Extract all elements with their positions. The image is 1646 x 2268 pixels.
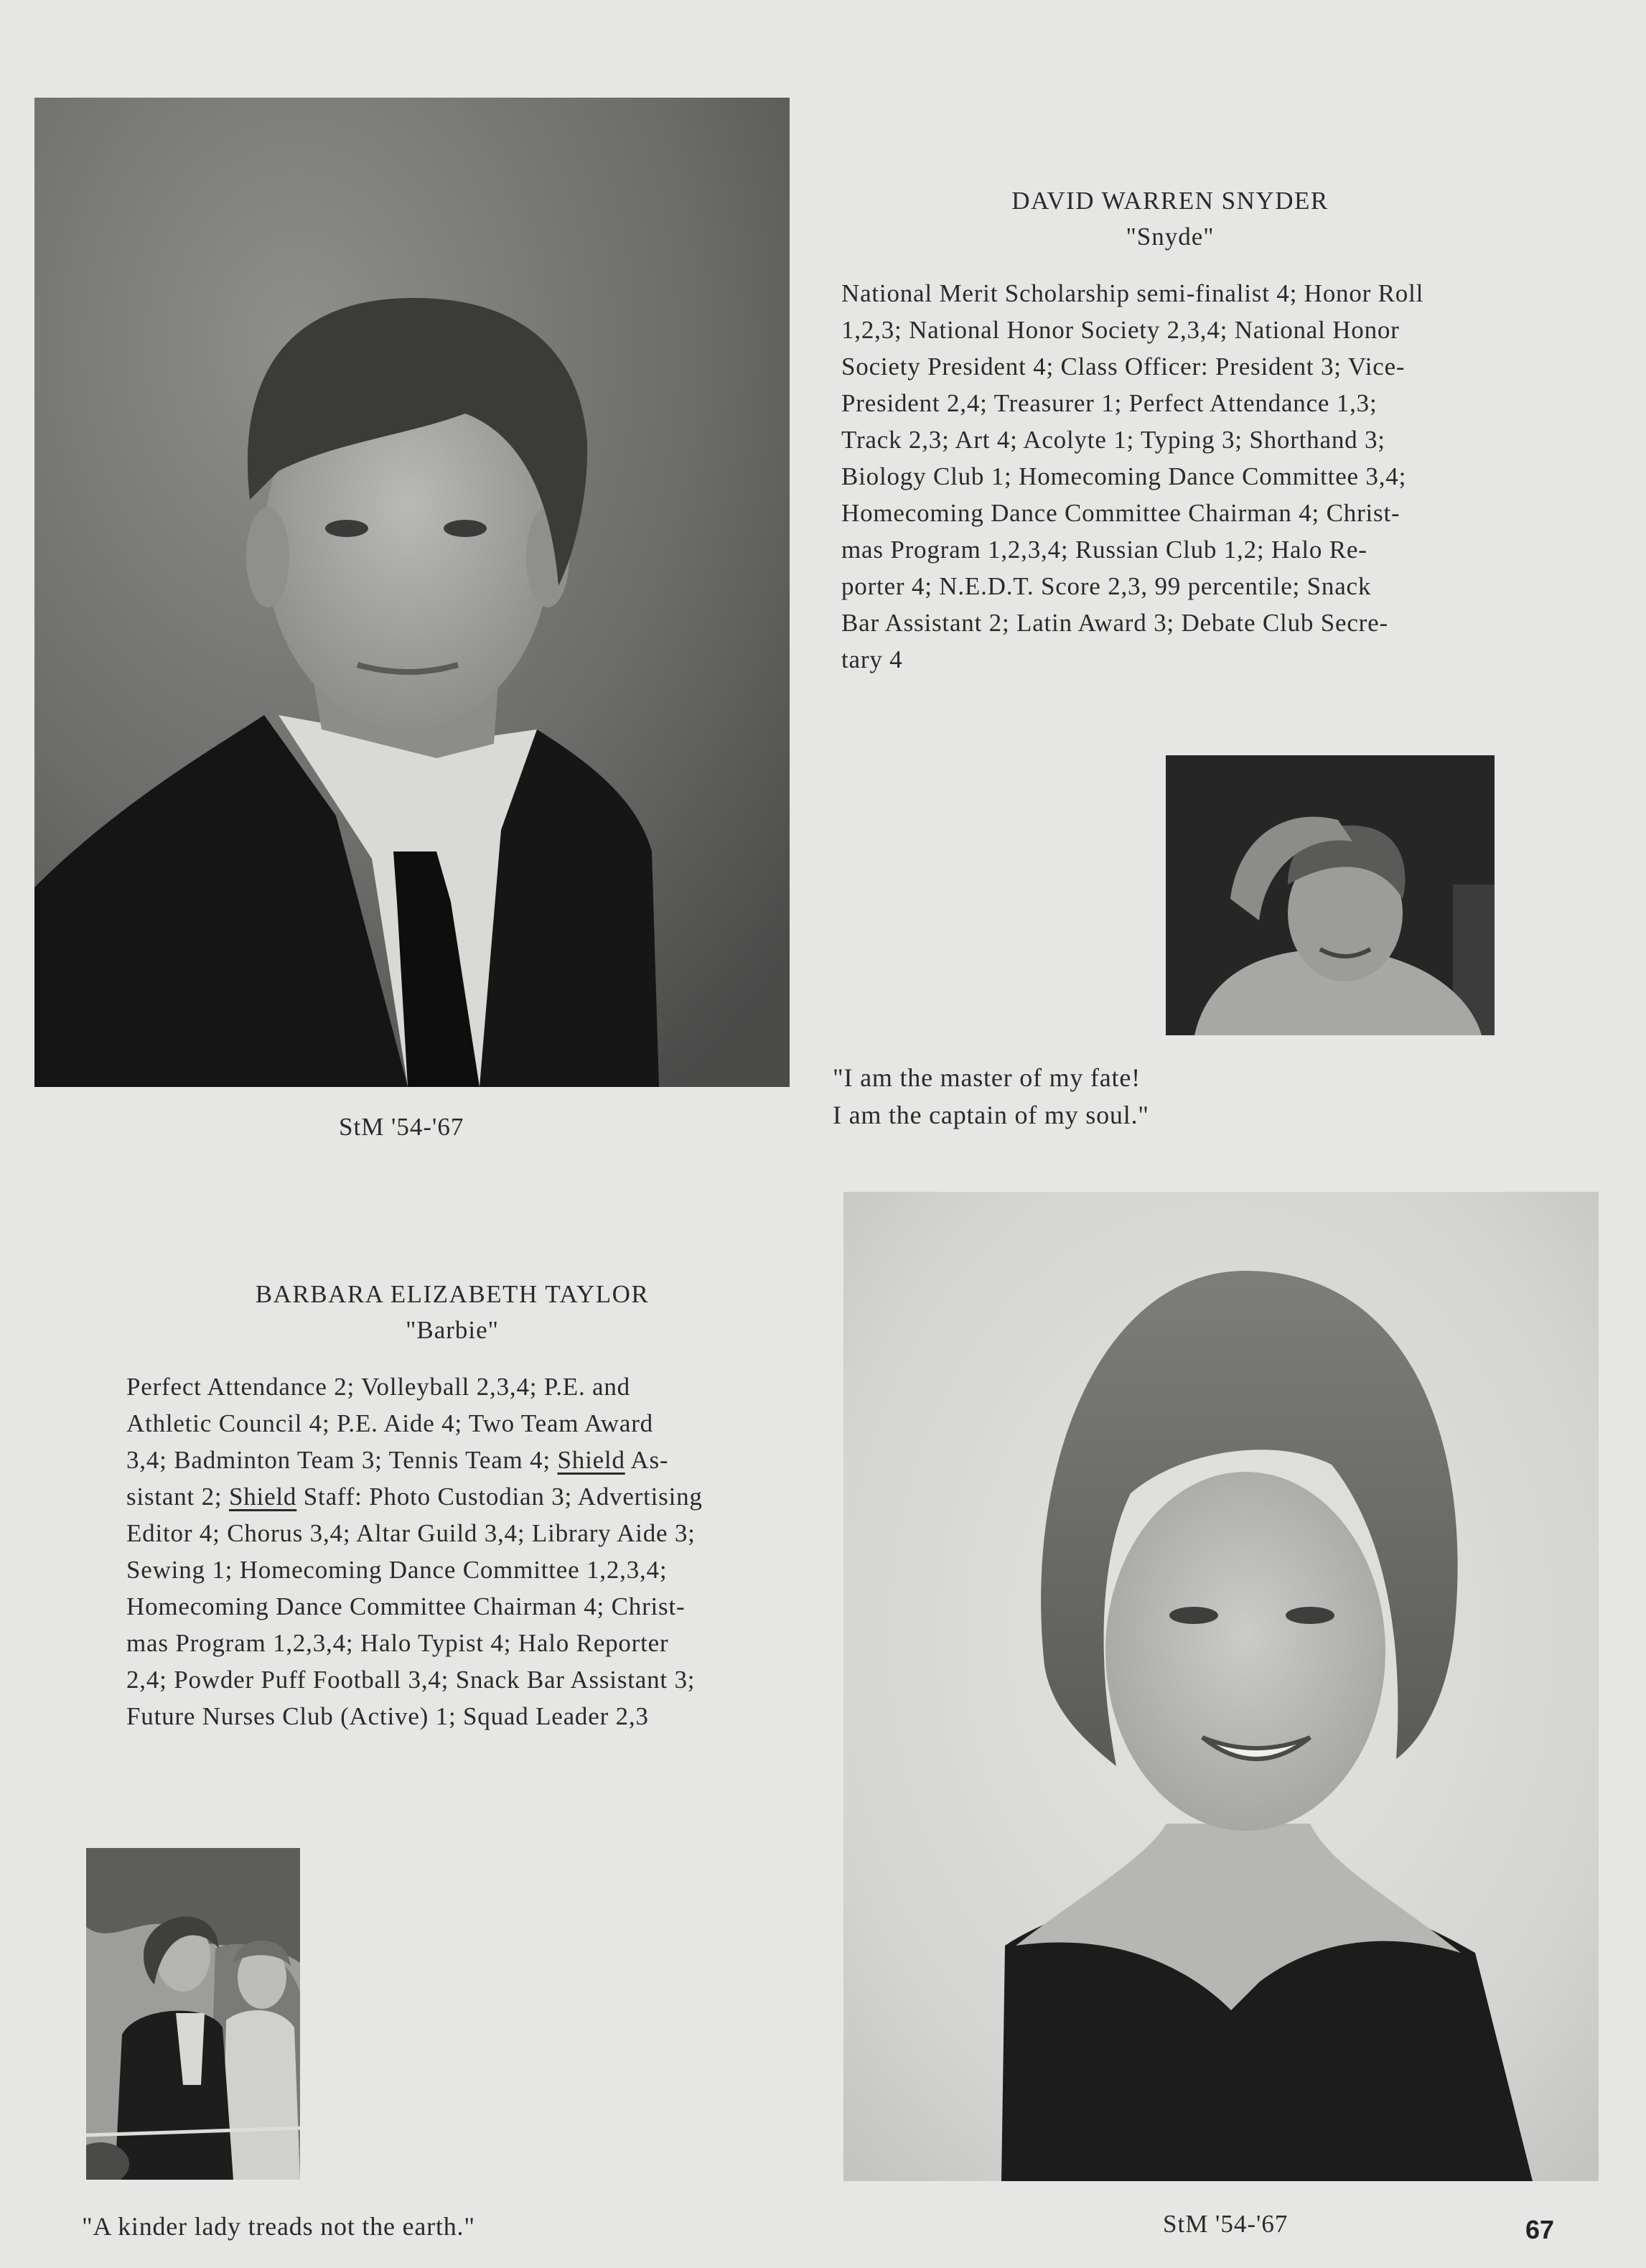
years-caption: StM '54-'67 (339, 1113, 464, 1141)
quote-line: "A kinder lady treads not the earth." (82, 2212, 475, 2241)
bio-line: Homecoming Dance Committee Chairman 4; Christ- (841, 499, 1400, 527)
bio-line: Bar Assistant 2; Latin Award 3; Debate Club Secre- (841, 609, 1388, 637)
senior-quote (833, 1059, 1149, 1134)
years-caption: StM '54-'67 (1163, 2210, 1289, 2238)
bio-line: Homecoming Dance Committee Chairman 4; Christ- (126, 1592, 686, 1620)
quote-line: "I am the master of my fate! (833, 1063, 1141, 1092)
student-name: DAVID WARREN SNYDER (1011, 187, 1329, 215)
student-activities (841, 275, 1530, 678)
page-number: 67 (1525, 2215, 1555, 2244)
bio-line: tary 4 (841, 645, 903, 673)
quote-line: I am the captain of my soul." (833, 1101, 1149, 1129)
senior-quote (82, 2208, 475, 2245)
student-nickname: "Snyde" (1126, 223, 1215, 251)
bio-line: mas Program 1,2,3,4; Russian Club 1,2; Halo Re- (841, 536, 1367, 564)
bio-line: mas Program 1,2,3,4; Halo Typist 4; Halo Reporter (126, 1629, 669, 1657)
candid-photo-taylor (86, 1848, 300, 2180)
bio-line: Perfect Attendance 2; Volleyball 2,3,4; P.E. and (126, 1373, 630, 1401)
bio-line: National Merit Scholarship semi-finalist 4; Honor Roll (841, 279, 1424, 307)
bio-line: Athletic Council 4; P.E. Aide 4; Two Team Award (126, 1409, 653, 1437)
bio-line: Biology Club 1; Homecoming Dance Committee 3,4; (841, 462, 1407, 490)
bio-line: porter 4; N.E.D.T. Score 2,3, 99 percentile; Snack (841, 572, 1372, 600)
underlined-title: Shield (228, 1483, 297, 1511)
student-nickname: "Barbie" (406, 1316, 499, 1344)
bio-line: Editor 4; Chorus 3,4; Altar Guild 3,4; Library Aide 3; (126, 1519, 696, 1547)
senior-portrait-taylor (843, 1192, 1599, 2181)
bio-line: Future Nurses Club (Active) 1; Squad Leader 2,3 (126, 1702, 649, 1730)
bio-line: sistant 2; Shield Staff: Photo Custodian 3; Advertising (126, 1483, 703, 1511)
bio-line: 1,2,3; National Honor Society 2,3,4; National Honor (841, 316, 1400, 344)
bio-line: Society President 4; Class Officer: President 3; Vice- (841, 353, 1406, 381)
student-activities (126, 1368, 815, 1735)
bio-line: 2,4; Powder Puff Football 3,4; Snack Bar Assistant 3; (126, 1666, 696, 1694)
bio-line: Track 2,3; Art 4; Acolyte 1; Typing 3; Shorthand 3; (841, 426, 1385, 454)
bio-line: 3,4; Badminton Team 3; Tennis Team 4; Shield As- (126, 1446, 669, 1474)
candid-photo-snyder (1166, 755, 1495, 1035)
bio-line: Sewing 1; Homecoming Dance Committee 1,2,3,4; (126, 1556, 668, 1584)
underlined-title: Shield (557, 1446, 625, 1474)
student-name: BARBARA ELIZABETH TAYLOR (255, 1280, 650, 1308)
senior-portrait-snyder (34, 98, 790, 1087)
bio-line: President 2,4; Treasurer 1; Perfect Attendance 1,3; (841, 389, 1378, 417)
